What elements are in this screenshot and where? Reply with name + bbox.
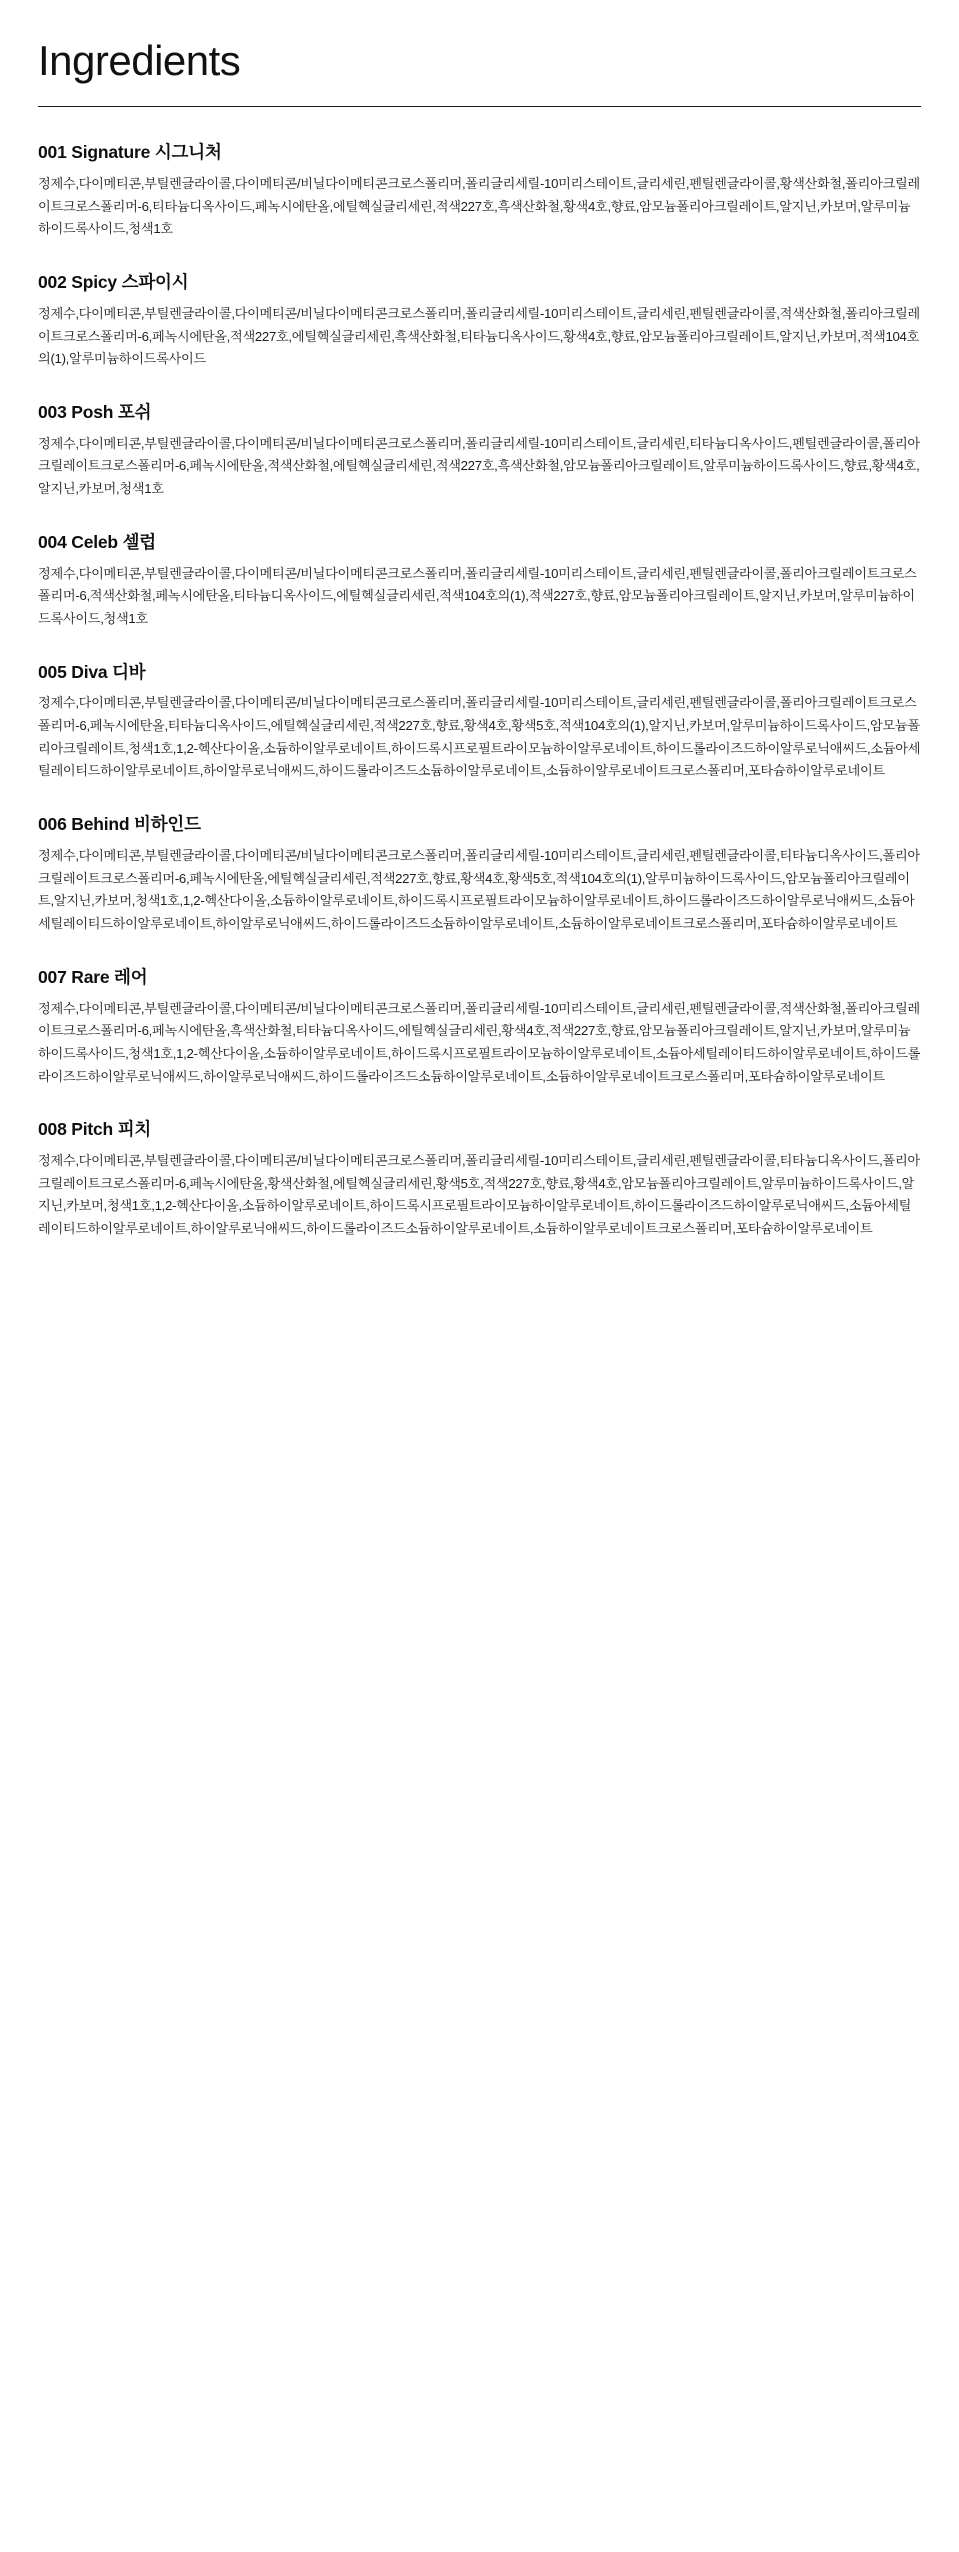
entry-ingredients: 정제수,다이메티콘,부틸렌글라이콜,다이메티콘/비닐다이메티콘크로스폴리머,폴리글리세릴-10미리스테이트,글리세린,펜틸렌글라이콜,티타늄디옥사이드,폴리아크릴레이트크로스폴리머-6,페녹시에탄올,황색산화철,에틸헥실글리세린,황색5호,적색227호,향료,황색4호,암모늄폴리아크릴레이트,알루미늄하이드록사이드,알지닌,카보머,청색1호,1,2-헥산다이올,소듐하이알루로네이트,하이드록시프로필트라이모늄하이알루로네이트,하이드롤라이즈드하이알루로닉애씨드,소듐아세틸레이티드하이알루로네이트,하이알루로닉애씨드,하이드롤라이즈드소듐하이알루로네이트,소듐하이알루로네이트크로스폴리머,포타슘하이알루로네이트 [38, 1153, 920, 1237]
ingredient-entry [38, 813, 921, 936]
ingredient-entry [38, 661, 921, 784]
title-divider [38, 106, 921, 107]
entry-ingredients: 정제수,다이메티콘,부틸렌글라이콜,다이메티콘/비닐다이메티콘크로스폴리머,폴리글리세릴-10미리스테이트,글리세린,펜틸렌글라이콜,적색산화철,폴리아크릴레이트크로스폴리머-6,페녹시에탄올,흑색산화철,티타늄디옥사이드,에틸헥실글리세린,황색4호,적색227호,향료,암모늄폴리아크릴레이트,알지닌,카보머,알루미늄하이드록사이드,청색1호,1,2-헥산다이올,소듐하이알루로네이트,하이드록시프로필트라이모늄하이알루로네이트,소듐아세틸레이티드하이알루로네이트,하이드롤라이즈드하이알루로닉애씨드,하이알루로닉애씨드,하이드롤라이즈드소듐하이알루로네이트,소듐하이알루로네이트크로스폴리머,포타슘하이알루로네이트 [38, 1000, 921, 1084]
ingredient-entry [38, 966, 921, 1089]
entry-heading: 001 Signature 시그니처 [38, 142, 222, 163]
ingredient-entry [38, 401, 921, 501]
entry-ingredients: 정제수,다이메티콘,부틸렌글라이콜,다이메티콘/비닐다이메티콘크로스폴리머,폴리글리세릴-10미리스테이트,글리세린,펜틸렌글라이콜,폴리아크릴레이트크로스폴리머-6,페녹시에탄올,티타늄디옥사이드,에틸헥실글리세린,적색227호,향료,황색4호,황색5호,적색104호의(1),알지닌,카보머,알루미늄하이드록사이드,암모늄폴리아크릴레이트,청색1호,1,2-헥산다이올,소듐하이알루로네이트,하이드록시프로필트라이모늄하이알루로네이트,하이드롤라이즈드하이알루로닉애씨드,소듐아세틸레이티드하이알루로네이트,하이알루로닉애씨드,하이드롤라이즈드소듐하이알루로네이트,소듐하이알루로네이트크로스폴리머,포타슘하이알루로네이트 [38, 695, 921, 779]
entry-heading: 003 Posh 포쉬 [38, 401, 152, 422]
entry-heading: 006 Behind 비하인드 [38, 814, 201, 835]
entry-heading: 004 Celeb 셀럽 [38, 531, 156, 552]
entry-heading: 005 Diva 디바 [38, 661, 146, 682]
entry-heading: 007 Rare 레어 [38, 966, 148, 987]
entry-ingredients: 정제수,다이메티콘,부틸렌글라이콜,다이메티콘/비닐다이메티콘크로스폴리머,폴리글리세릴-10미리스테이트,글리세린,펜틸렌글라이콜,티타늄디옥사이드,폴리아크릴레이트크로스폴리머-6,페녹시에탄올,에틸헥실글리세린,적색227호,향료,황색4호,황색5호,적색104호의(1),알루미늄하이드록사이드,암모늄폴리아크릴레이트,알지닌,카보머,청색1호,1,2-헥산다이올,소듐하이알루로네이트,하이드록시프로필트라이모늄하이알루로네이트,하이드롤라이즈드하이알루로닉애씨드,소듐아세틸레이티드하이알루로네이트,하이알루로닉애씨드,하이드롤라이즈드소듐하이알루로네이트,소듐하이알루로네이트크로스폴리머,포타슘하이알루로네이트 [38, 847, 920, 932]
entry-ingredients: 정제수,다이메티콘,부틸렌글라이콜,다이메티콘/비닐다이메티콘크로스폴리머,폴리글리세릴-10미리스테이트,글리세린,티타늄디옥사이드,펜틸렌글라이콜,폴리아크릴레이트크로스폴리머-6,페녹시에탄올,적색산화철,에틸헥실글리세린,적색227호,흑색산화철,암모늄폴리아크릴레이트,알루미늄하이드록사이드,향료,황색4호,알지닌,카보머,청색1호 [38, 435, 920, 497]
entry-ingredients: 정제수,다이메티콘,부틸렌글라이콜,다이메티콘/비닐다이메티콘크로스폴리머,폴리글리세릴-10미리스테이트,글리세린,펜틸렌글라이콜,황색산화철,폴리아크릴레이트크로스폴리머-6,티타늄디옥사이드,페녹시에탄올,에틸헥실글리세린,적색227호,흑색산화철,황색4호,향료,암모늄폴리아크릴레이트,알지닌,카보머,알루미늄하이드록사이드,청색1호 [38, 175, 920, 237]
entry-heading: 008 Pitch 피치 [38, 1119, 152, 1140]
ingredient-entry [38, 141, 921, 241]
page-title: Ingredients [38, 37, 241, 84]
ingredient-entry [38, 271, 921, 371]
entry-ingredients: 정제수,다이메티콘,부틸렌글라이콜,다이메티콘/비닐다이메티콘크로스폴리머,폴리글리세릴-10미리스테이트,글리세린,펜틸렌글라이콜,적색산화철,폴리아크릴레이트크로스폴리머-6,페녹시에탄올,적색227호,에틸헥실글리세린,흑색산화철,티타늄디옥사이드,황색4호,향료,암모늄폴리아크릴레이트,알지닌,카보머,적색104호의(1),알루미늄하이드록사이드 [38, 305, 920, 367]
entry-heading: 002 Spicy 스파이시 [38, 272, 189, 293]
ingredient-entry [38, 531, 921, 631]
entry-ingredients: 정제수,다이메티콘,부틸렌글라이콜,다이메티콘/비닐다이메티콘크로스폴리머,폴리글리세릴-10미리스테이트,글리세린,펜틸렌글라이콜,폴리아크릴레이트크로스폴리머-6,적색산화철,페녹시에탄올,티타늄디옥사이드,에틸헥실글리세린,적색104호의(1),적색227호,향료,암모늄폴리아크릴레이트,알지닌,카보머,알루미늄하이드록사이드,청색1호 [38, 565, 917, 626]
ingredient-entry [38, 1118, 921, 1241]
